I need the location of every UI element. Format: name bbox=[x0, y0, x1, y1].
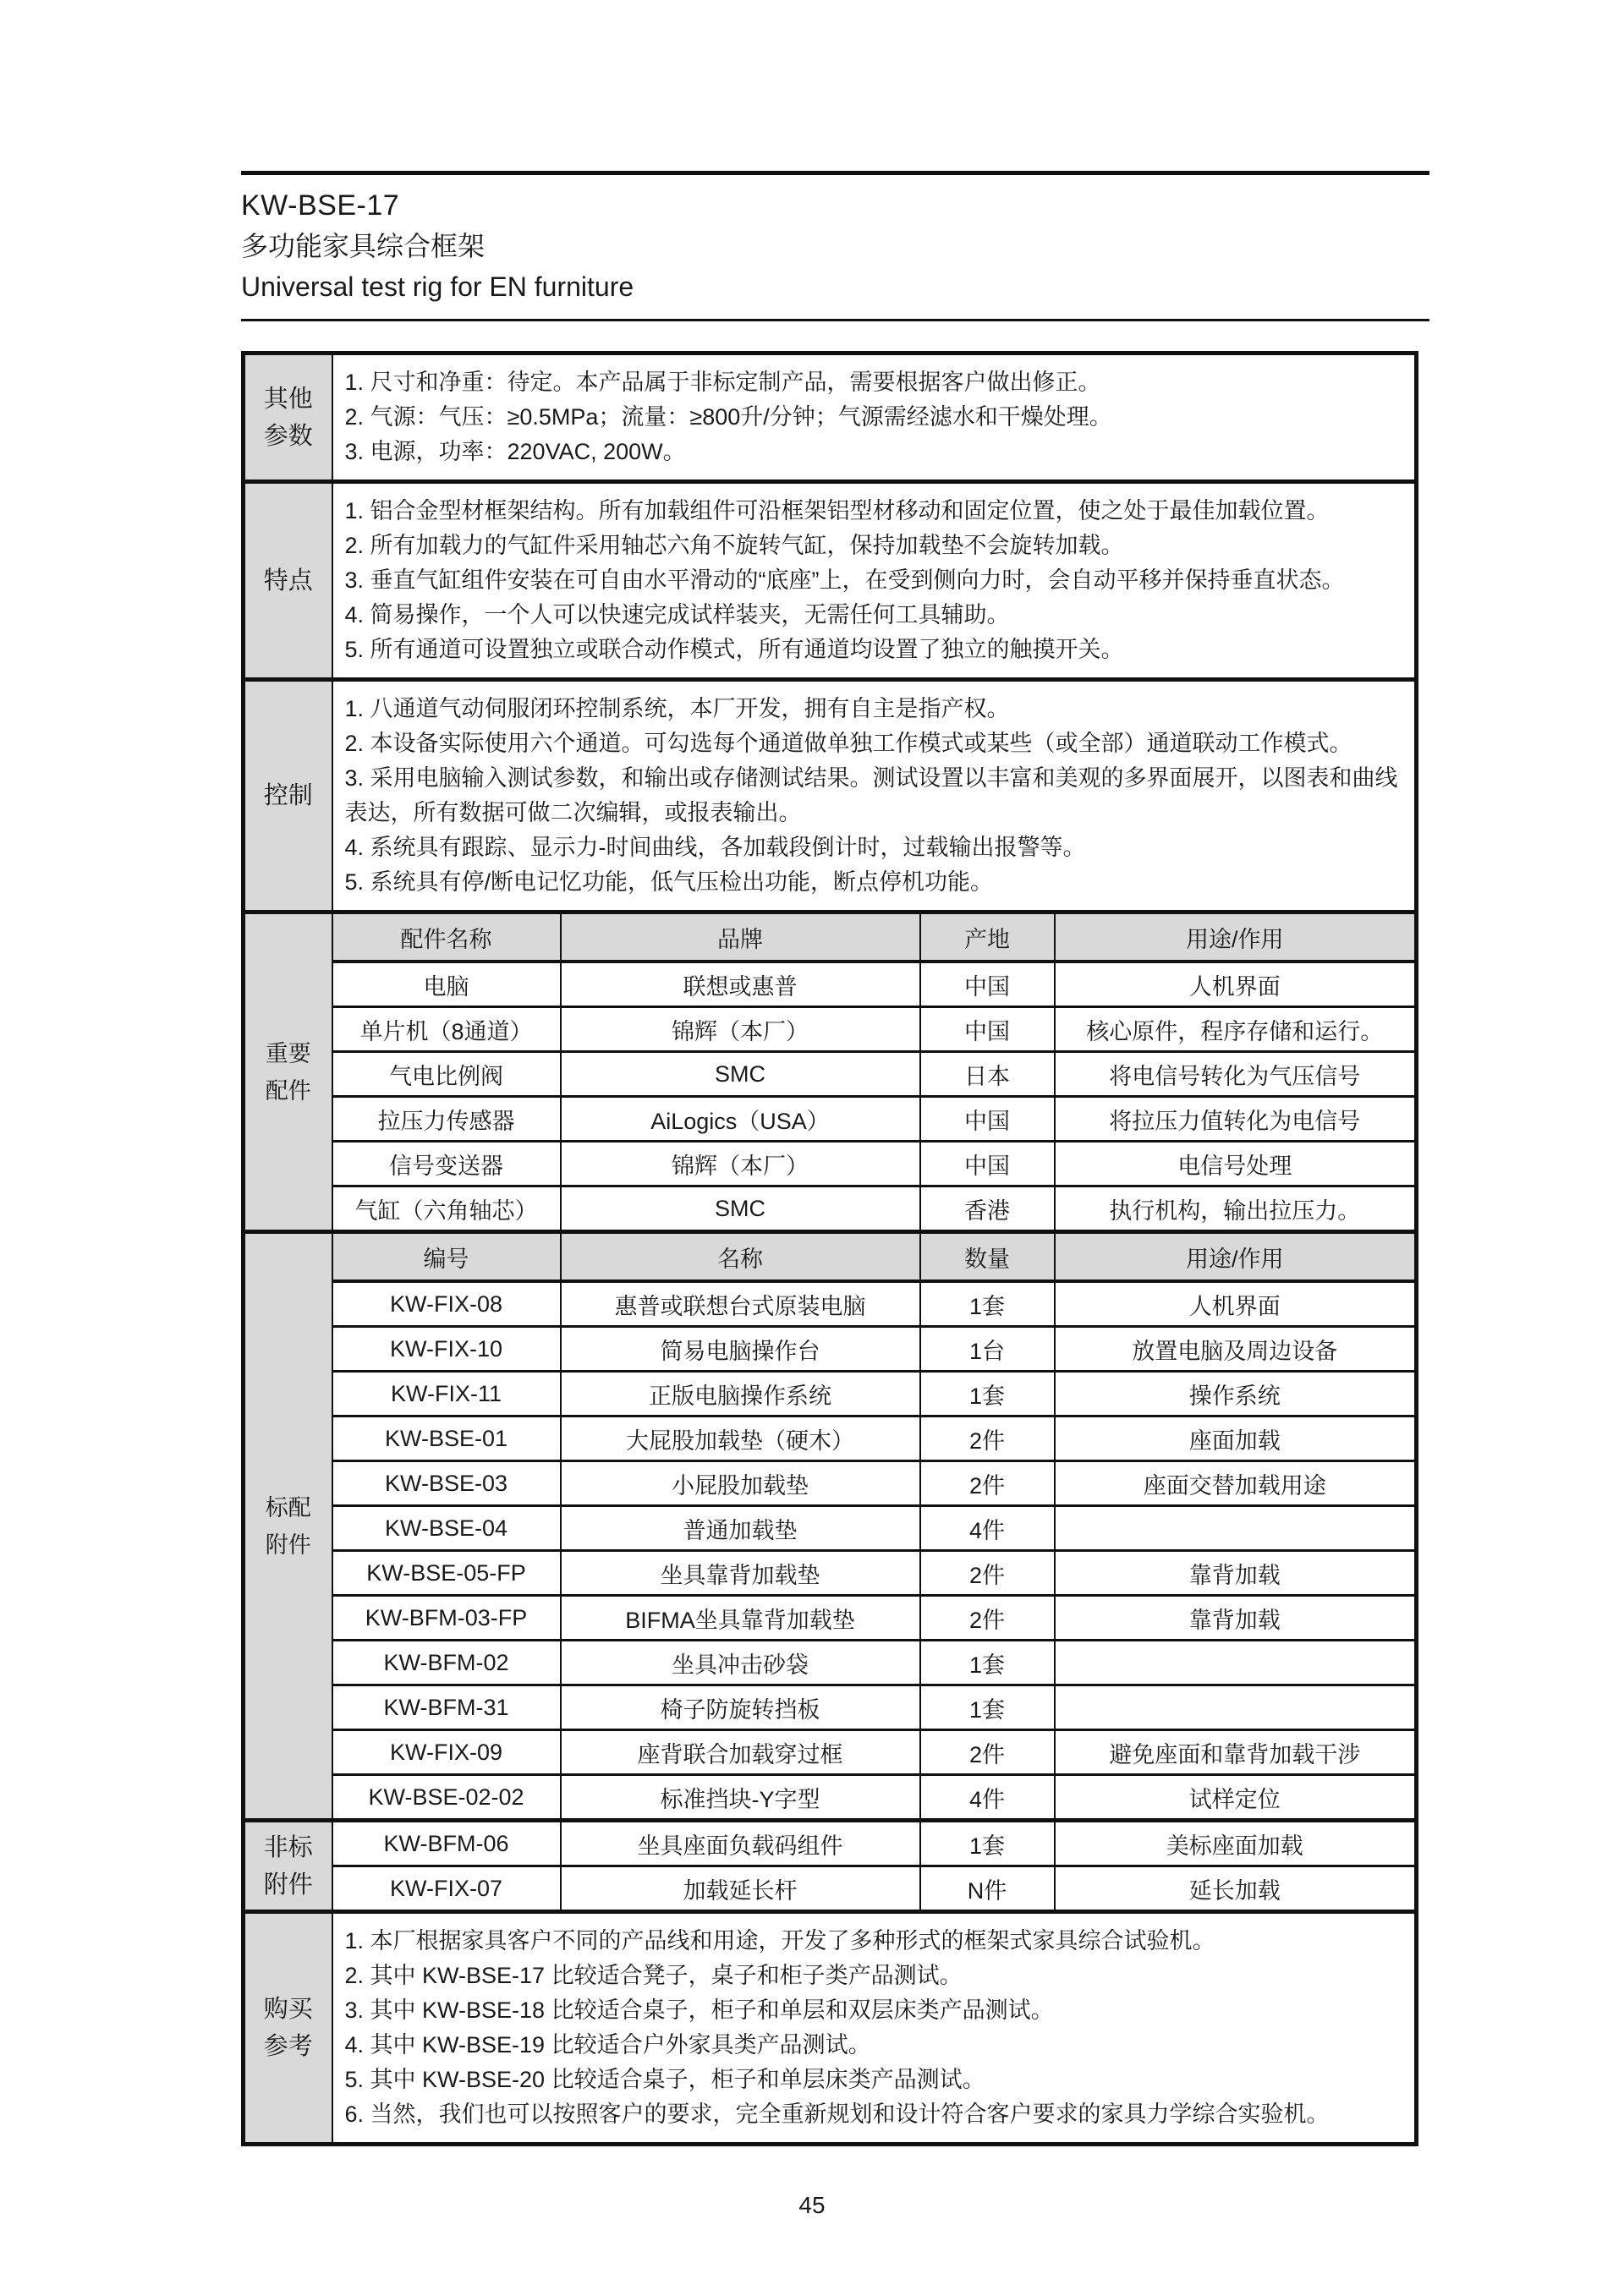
table-row bbox=[244, 1775, 1417, 1821]
column-header: 编号 bbox=[332, 1232, 561, 1282]
section-label-features: 特点 bbox=[244, 482, 332, 680]
quantity-cell: 2件 bbox=[920, 1551, 1055, 1596]
origin-cell: 日本 bbox=[920, 1052, 1055, 1097]
table-row bbox=[244, 1551, 1417, 1596]
purpose-cell: 靠背加载 bbox=[1055, 1596, 1417, 1641]
table-row bbox=[244, 1685, 1417, 1730]
origin-cell: 中国 bbox=[920, 1097, 1055, 1142]
column-header: 品牌 bbox=[561, 912, 920, 962]
page-title: KW-BSE-17 bbox=[241, 189, 400, 222]
quantity-cell: 1套 bbox=[920, 1685, 1055, 1730]
quantity-cell: 2件 bbox=[920, 1417, 1055, 1461]
column-header: 配件名称 bbox=[332, 912, 561, 962]
page-number: 45 bbox=[798, 2192, 826, 2218]
spec-table bbox=[241, 351, 1418, 2146]
text-line: 2. 气源：气压：≥0.5MPa；流量：≥800升/分钟；气源需经滤水和干燥处理。 bbox=[344, 404, 1112, 430]
item-name-cell: 简易电脑操作台 bbox=[561, 1327, 920, 1372]
brand-cell: SMC bbox=[561, 1052, 920, 1097]
column-header: 数量 bbox=[920, 1232, 1055, 1282]
text-line: 6. 当然，我们也可以按照客户的要求，完全重新规划和设计符合客户要求的家具力学综合实验机。 bbox=[344, 2101, 1330, 2127]
table-row bbox=[244, 1730, 1417, 1775]
item-code-cell: KW-BFM-02 bbox=[332, 1641, 561, 1685]
item-code-cell: KW-FIX-07 bbox=[332, 1866, 561, 1912]
purpose-cell: 靠背加载 bbox=[1055, 1551, 1417, 1596]
item-code-cell: KW-BSE-04 bbox=[332, 1506, 561, 1551]
item-name-cell: 坐具靠背加载垫 bbox=[561, 1551, 920, 1596]
purpose-cell: 座面加载 bbox=[1055, 1417, 1417, 1461]
item-name-cell: 加载延长杆 bbox=[561, 1866, 920, 1912]
page-subtitle-en: Universal test rig for EN furniture bbox=[241, 271, 634, 302]
item-name-cell: 惠普或联想台式原装电脑 bbox=[561, 1281, 920, 1327]
origin-cell: 香港 bbox=[920, 1186, 1055, 1232]
section-text-other-params bbox=[332, 353, 1417, 482]
section-control bbox=[244, 680, 1417, 912]
item-name-cell: 小屁股加载垫 bbox=[561, 1461, 920, 1506]
column-header: 用途/作用 bbox=[1055, 912, 1417, 962]
table-row bbox=[244, 1641, 1417, 1685]
text-line: 1. 铝合金型材框架结构。所有加载组件可沿框架铝型材移动和固定位置，使之处于最佳加载位置。 bbox=[344, 498, 1330, 523]
text-line: 4. 简易操作，一个人可以快速完成试样装夹，无需任何工具辅助。 bbox=[344, 602, 1010, 627]
table-row bbox=[244, 1506, 1417, 1551]
item-code-cell: KW-FIX-11 bbox=[332, 1372, 561, 1417]
purpose-cell: 将电信号转化为气压信号 bbox=[1055, 1052, 1417, 1097]
purpose-cell bbox=[1055, 1685, 1417, 1730]
brand-cell: SMC bbox=[561, 1186, 920, 1232]
section-label-key-components: 重要配件 bbox=[244, 912, 332, 1232]
brand-cell: 联想或惠普 bbox=[561, 962, 920, 1007]
text-line: 3. 其中 KW-BSE-18 比较适合桌子，柜子和单层和双层床类产品测试。 bbox=[344, 1997, 1054, 2023]
section-text-features bbox=[332, 482, 1417, 680]
spec-table-container bbox=[241, 351, 1418, 2146]
quantity-cell: N件 bbox=[920, 1866, 1055, 1912]
item-code-cell: KW-BFM-06 bbox=[332, 1821, 561, 1866]
item-code-cell: KW-FIX-08 bbox=[332, 1281, 561, 1327]
quantity-cell: 1套 bbox=[920, 1372, 1055, 1417]
item-code-cell: KW-BFM-31 bbox=[332, 1685, 561, 1730]
brand-cell: AiLogics（USA） bbox=[561, 1097, 920, 1142]
header-bottom-rule bbox=[241, 319, 1429, 321]
item-code-cell: KW-BSE-01 bbox=[332, 1417, 561, 1461]
section-features bbox=[244, 482, 1417, 680]
table-row bbox=[244, 1461, 1417, 1506]
quantity-cell: 1套 bbox=[920, 1281, 1055, 1327]
text-line: 2. 所有加载力的气缸件采用轴芯六角不旋转气缸，保持加载垫不会旋转加载。 bbox=[344, 533, 1124, 558]
purpose-cell: 美标座面加载 bbox=[1055, 1821, 1417, 1866]
text-line: 5. 系统具有停/断电记忆功能，低气压检出功能，断点停机功能。 bbox=[344, 869, 994, 895]
table-row bbox=[244, 1372, 1417, 1417]
text-line: 5. 其中 KW-BSE-20 比较适合桌子，柜子和单层床类产品测试。 bbox=[344, 2067, 985, 2092]
table-row bbox=[244, 1186, 1417, 1232]
text-line: 1. 尺寸和净重：待定。本产品属于非标定制产品，需要根据客户做出修正。 bbox=[344, 370, 1101, 395]
table-row bbox=[244, 1327, 1417, 1372]
section-label-control: 控制 bbox=[244, 680, 332, 912]
quantity-cell: 2件 bbox=[920, 1461, 1055, 1506]
section-label-standard-accessories: 标配附件 bbox=[244, 1232, 332, 1821]
purpose-cell: 核心原件，程序存储和运行。 bbox=[1055, 1007, 1417, 1052]
standard-accessories-header-row bbox=[244, 1232, 1417, 1282]
text-line: 4. 系统具有跟踪、显示力-时间曲线，各加载段倒计时，过载输出报警等。 bbox=[344, 835, 1086, 860]
item-name-cell: 大屁股加载垫（硬木） bbox=[561, 1417, 920, 1461]
table-row bbox=[244, 1417, 1417, 1461]
text-line: 1. 本厂根据家具客户不同的产品线和用途，开发了多种形式的框架式家具综合试验机。 bbox=[344, 1928, 1215, 1954]
key-components-header-row bbox=[244, 912, 1417, 962]
purpose-cell: 座面交替加载用途 bbox=[1055, 1461, 1417, 1506]
item-code-cell: KW-BSE-05-FP bbox=[332, 1551, 561, 1596]
part-name-cell: 拉压力传感器 bbox=[332, 1097, 561, 1142]
purpose-cell: 延长加载 bbox=[1055, 1866, 1417, 1912]
part-name-cell: 信号变送器 bbox=[332, 1142, 561, 1186]
column-header: 用途/作用 bbox=[1055, 1232, 1417, 1282]
quantity-cell: 1套 bbox=[920, 1641, 1055, 1685]
text-line: 1. 八通道气动伺服闭环控制系统，本厂开发，拥有自主是指产权。 bbox=[344, 696, 1010, 721]
origin-cell: 中国 bbox=[920, 1007, 1055, 1052]
nonstandard-accessories-row bbox=[244, 1821, 1417, 1866]
purpose-cell: 人机界面 bbox=[1055, 962, 1417, 1007]
quantity-cell: 2件 bbox=[920, 1596, 1055, 1641]
purpose-cell: 执行机构，输出拉压力。 bbox=[1055, 1186, 1417, 1232]
table-row bbox=[244, 1596, 1417, 1641]
item-name-cell: 普通加载垫 bbox=[561, 1506, 920, 1551]
quantity-cell: 1套 bbox=[920, 1821, 1055, 1866]
purpose-cell bbox=[1055, 1641, 1417, 1685]
table-row bbox=[244, 1281, 1417, 1327]
item-code-cell: KW-BSE-02-02 bbox=[332, 1775, 561, 1821]
document-header bbox=[241, 171, 1429, 321]
table-row bbox=[244, 1866, 1417, 1912]
text-line: 2. 本设备实际使用六个通道。可勾选每个通道做单独工作模式或某些（或全部）通道联动工作模式。 bbox=[344, 731, 1352, 756]
item-name-cell: BIFMA坐具靠背加载垫 bbox=[561, 1596, 920, 1641]
purpose-cell: 人机界面 bbox=[1055, 1281, 1417, 1327]
header-top-rule bbox=[241, 171, 1429, 175]
item-code-cell: KW-BSE-03 bbox=[332, 1461, 561, 1506]
column-header: 产地 bbox=[920, 912, 1055, 962]
item-code-cell: KW-FIX-09 bbox=[332, 1730, 561, 1775]
section-text-purchase-reference bbox=[332, 1912, 1417, 2145]
purpose-cell: 操作系统 bbox=[1055, 1372, 1417, 1417]
purpose-cell: 放置电脑及周边设备 bbox=[1055, 1327, 1417, 1372]
text-line: 5. 所有通道可设置独立或联合动作模式，所有通道均设置了独立的触摸开关。 bbox=[344, 637, 1124, 662]
table-row bbox=[244, 1007, 1417, 1052]
item-name-cell: 坐具冲击砂袋 bbox=[561, 1641, 920, 1685]
text-line: 3. 垂直气缸组件安装在可自由水平滑动的“底座”上，在受到侧向力时，会自动平移并保持垂直状态。 bbox=[344, 567, 1345, 593]
purpose-cell: 电信号处理 bbox=[1055, 1142, 1417, 1186]
item-name-cell: 坐具座面负载码组件 bbox=[561, 1821, 920, 1866]
purpose-cell bbox=[1055, 1506, 1417, 1551]
table-row bbox=[244, 962, 1417, 1007]
table-row bbox=[244, 1052, 1417, 1097]
item-name-cell: 椅子防旋转挡板 bbox=[561, 1685, 920, 1730]
column-header: 名称 bbox=[561, 1232, 920, 1282]
section-text-control bbox=[332, 680, 1417, 912]
quantity-cell: 4件 bbox=[920, 1775, 1055, 1821]
part-name-cell: 气缸（六角轴芯） bbox=[332, 1186, 561, 1232]
page-subtitle-cn: 多功能家具综合框架 bbox=[241, 231, 486, 261]
text-line: 4. 其中 KW-BSE-19 比较适合户外家具类产品测试。 bbox=[344, 2032, 871, 2058]
purpose-cell: 避免座面和靠背加载干涉 bbox=[1055, 1730, 1417, 1775]
section-label-nonstandard-accessories: 非标附件 bbox=[244, 1821, 332, 1912]
origin-cell: 中国 bbox=[920, 962, 1055, 1007]
part-name-cell: 单片机（8通道） bbox=[332, 1007, 561, 1052]
item-name-cell: 正版电脑操作系统 bbox=[561, 1372, 920, 1417]
table-row bbox=[244, 1097, 1417, 1142]
brand-cell: 锦辉（本厂） bbox=[561, 1007, 920, 1052]
text-line: 3. 采用电脑输入测试参数，和输出或存储测试结果。测试设置以丰富和美观的多界面展开，以图表和曲线表达，所有数据可做二次编辑，或报表输出。 bbox=[344, 765, 1398, 825]
section-label-purchase-reference: 购买参考 bbox=[244, 1912, 332, 2145]
quantity-cell: 2件 bbox=[920, 1730, 1055, 1775]
item-code-cell: KW-FIX-10 bbox=[332, 1327, 561, 1372]
item-code-cell: KW-BFM-03-FP bbox=[332, 1596, 561, 1641]
quantity-cell: 4件 bbox=[920, 1506, 1055, 1551]
section-purchase-reference bbox=[244, 1912, 1417, 2145]
quantity-cell: 1台 bbox=[920, 1327, 1055, 1372]
origin-cell: 中国 bbox=[920, 1142, 1055, 1186]
table-row bbox=[244, 1142, 1417, 1186]
item-name-cell: 标准挡块-Y字型 bbox=[561, 1775, 920, 1821]
item-name-cell: 座背联合加载穿过框 bbox=[561, 1730, 920, 1775]
part-name-cell: 电脑 bbox=[332, 962, 561, 1007]
part-name-cell: 气电比例阀 bbox=[332, 1052, 561, 1097]
purpose-cell: 将拉压力值转化为电信号 bbox=[1055, 1097, 1417, 1142]
section-other-params bbox=[244, 353, 1417, 482]
section-label-other-params: 其他参数 bbox=[244, 353, 332, 482]
brand-cell: 锦辉（本厂） bbox=[561, 1142, 920, 1186]
text-line: 3. 电源，功率：220VAC, 200W。 bbox=[344, 439, 686, 464]
purpose-cell: 试样定位 bbox=[1055, 1775, 1417, 1821]
text-line: 2. 其中 KW-BSE-17 比较适合凳子，桌子和柜子类产品测试。 bbox=[344, 1963, 963, 1988]
